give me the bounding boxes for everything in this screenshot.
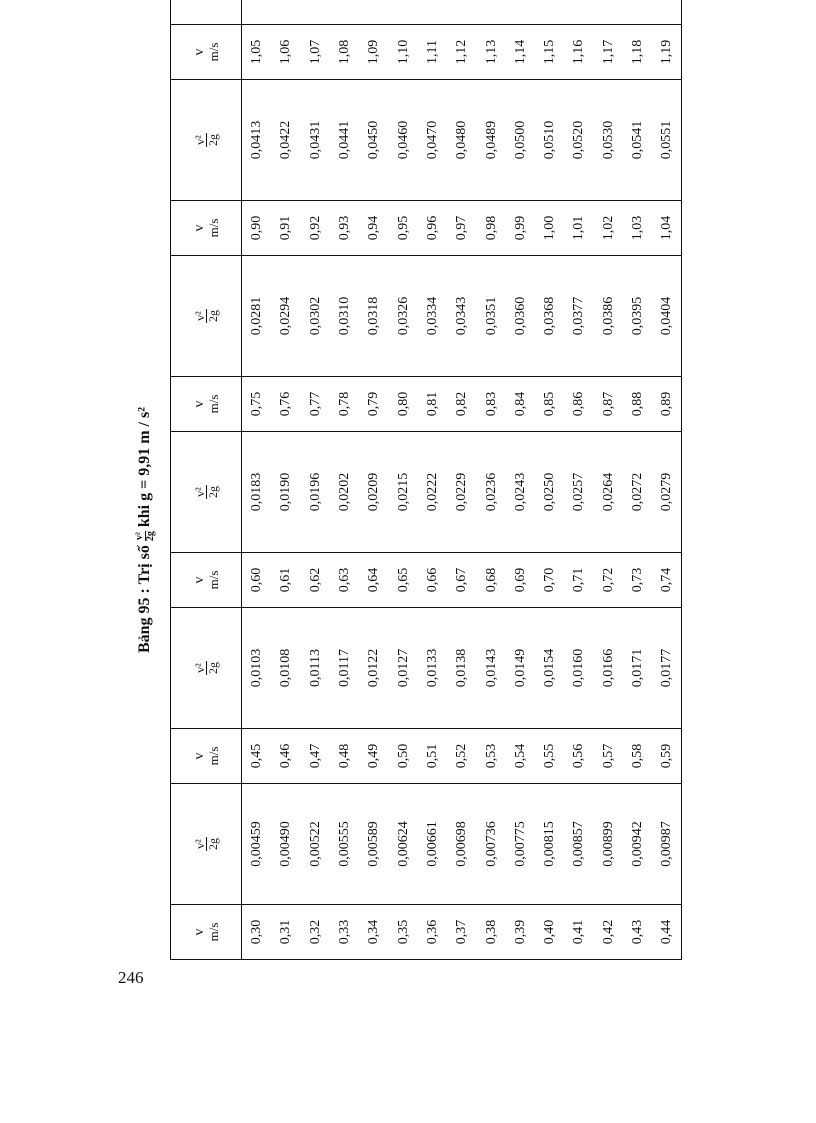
velocity-cell: 0,73 (623, 553, 652, 608)
velocity-head-cell: 0,00987 (652, 784, 682, 905)
velocity-cell: 0,83 (476, 377, 505, 432)
header-fraction-numerator: v² (193, 135, 207, 145)
velocity-cell: 0,66 (418, 553, 447, 608)
velocity-head-cell: 0,0113 (301, 608, 330, 729)
header-velocity-symbol: v (191, 224, 207, 232)
velocity-cell: 0,93 (330, 201, 359, 256)
velocity-head-cell: 0,0281 (242, 256, 272, 377)
velocity-cell: 0,54 (506, 729, 535, 784)
velocity-head-cell (623, 0, 652, 25)
header-velocity-head (171, 784, 242, 905)
velocity-head-cell: 0,0530 (594, 80, 623, 201)
velocity-head-cell: 0,0196 (301, 432, 330, 553)
velocity-cell: 1,00 (535, 201, 564, 256)
header-fraction-denominator: 2g (206, 310, 220, 323)
velocity-cell: 0,41 (564, 905, 593, 960)
velocity-head-cell: 0,0171 (623, 608, 652, 729)
header-velocity (171, 553, 242, 608)
title-prefix: Bảng 95 : Trị số (136, 545, 153, 654)
header-velocity (171, 201, 242, 256)
velocity-cell: 0,58 (623, 729, 652, 784)
velocity-cell: 0,56 (564, 729, 593, 784)
velocity-head-cell: 0,0160 (564, 608, 593, 729)
velocity-cell: 0,38 (476, 905, 505, 960)
velocity-head-table (170, 0, 682, 960)
velocity-cell: 1,15 (535, 25, 564, 80)
velocity-head-cell: 0,0368 (535, 256, 564, 377)
table-row (652, 0, 682, 960)
velocity-cell: 0,32 (301, 905, 330, 960)
table-row (301, 0, 330, 960)
header-fraction-denominator: 2g (206, 134, 220, 147)
header-fraction (194, 309, 219, 323)
velocity-cell: 0,74 (652, 553, 682, 608)
velocity-cell: 0,94 (359, 201, 388, 256)
header-fraction (194, 837, 219, 851)
velocity-cell: 0,62 (301, 553, 330, 608)
velocity-cell: 1,03 (623, 201, 652, 256)
header-velocity-head (171, 608, 242, 729)
velocity-cell: 1,18 (623, 25, 652, 80)
velocity-head-cell: 0,0215 (388, 432, 417, 553)
velocity-head-cell: 0,0450 (359, 80, 388, 201)
velocity-cell: 1,10 (388, 25, 417, 80)
velocity-cell: 1,19 (652, 25, 682, 80)
velocity-head-cell: 0,0229 (447, 432, 476, 553)
velocity-cell: 0,60 (242, 553, 272, 608)
velocity-head-cell: 0,0222 (418, 432, 447, 553)
header-fraction-denominator: 2g (206, 486, 220, 499)
velocity-cell: 0,48 (330, 729, 359, 784)
velocity-head-table-container (170, 39, 680, 960)
velocity-cell: 0,95 (388, 201, 417, 256)
velocity-cell: 0,99 (506, 201, 535, 256)
velocity-head-cell: 0,0122 (359, 608, 388, 729)
velocity-head-cell: 0,0127 (388, 608, 417, 729)
velocity-cell: 0,67 (447, 553, 476, 608)
velocity-cell: 0,69 (506, 553, 535, 608)
velocity-head-cell: 0,0413 (242, 80, 272, 201)
header-velocity (171, 905, 242, 960)
header-velocity-unit: m/s (205, 42, 221, 62)
velocity-cell: 0,37 (447, 905, 476, 960)
header-velocity (171, 25, 242, 80)
velocity-head-cell: 0,0302 (301, 256, 330, 377)
velocity-head-cell: 0,0360 (506, 256, 535, 377)
velocity-head-cell: 0,0294 (271, 256, 300, 377)
velocity-cell: 1,05 (242, 25, 272, 80)
table-header-row (171, 0, 242, 960)
table-row (623, 0, 652, 960)
header-velocity-unit: m/s (205, 218, 221, 238)
velocity-head-cell: 0,00624 (388, 784, 417, 905)
velocity-head-cell: 0,0334 (418, 256, 447, 377)
velocity-head-cell: 0,00522 (301, 784, 330, 905)
velocity-cell: 0,64 (359, 553, 388, 608)
velocity-head-cell: 0,00775 (506, 784, 535, 905)
velocity-cell: 0,86 (564, 377, 593, 432)
velocity-head-cell: 0,0138 (447, 608, 476, 729)
velocity-head-cell: 0,0431 (301, 80, 330, 201)
velocity-cell: 0,40 (535, 905, 564, 960)
velocity-cell: 0,44 (652, 905, 682, 960)
velocity-cell: 0,84 (506, 377, 535, 432)
velocity-head-cell: 0,0257 (564, 432, 593, 553)
velocity-head-cell: 0,0279 (652, 432, 682, 553)
header-velocity-label (193, 43, 221, 62)
velocity-head-cell: 0,00555 (330, 784, 359, 905)
velocity-head-cell: 0,0386 (594, 256, 623, 377)
velocity-cell: 0,61 (271, 553, 300, 608)
velocity-head-cell: 0,0351 (476, 256, 505, 377)
velocity-head-cell: 0,00899 (594, 784, 623, 905)
velocity-head-cell (388, 0, 417, 25)
velocity-head-cell: 0,0377 (564, 256, 593, 377)
velocity-head-cell (594, 0, 623, 25)
velocity-cell: 0,47 (301, 729, 330, 784)
velocity-cell: 0,39 (506, 905, 535, 960)
header-fraction-numerator: v² (193, 663, 207, 673)
velocity-head-cell: 0,0326 (388, 256, 417, 377)
velocity-cell: 0,82 (447, 377, 476, 432)
velocity-head-cell (301, 0, 330, 25)
velocity-cell: 0,53 (476, 729, 505, 784)
velocity-cell: 1,14 (506, 25, 535, 80)
velocity-cell: 0,70 (535, 553, 564, 608)
velocity-head-cell (506, 0, 535, 25)
velocity-cell: 0,72 (594, 553, 623, 608)
velocity-cell: 0,49 (359, 729, 388, 784)
table-row (535, 0, 564, 960)
velocity-head-cell: 0,0154 (535, 608, 564, 729)
velocity-head-cell (535, 0, 564, 25)
header-velocity-head (171, 432, 242, 553)
velocity-head-cell: 0,0441 (330, 80, 359, 201)
velocity-head-cell: 0,00589 (359, 784, 388, 905)
velocity-head-cell: 0,0177 (652, 608, 682, 729)
velocity-head-cell: 0,0343 (447, 256, 476, 377)
velocity-cell: 1,12 (447, 25, 476, 80)
velocity-head-cell: 0,0149 (506, 608, 535, 729)
velocity-cell: 0,71 (564, 553, 593, 608)
velocity-head-cell: 0,00815 (535, 784, 564, 905)
header-fraction (194, 485, 219, 499)
velocity-cell: 0,78 (330, 377, 359, 432)
velocity-head-cell (476, 0, 505, 25)
table-row (476, 0, 505, 960)
header-velocity-label (193, 747, 221, 766)
header-velocity-label (193, 923, 221, 942)
velocity-head-cell: 0,0243 (506, 432, 535, 553)
velocity-head-cell: 0,0133 (418, 608, 447, 729)
table-row (330, 0, 359, 960)
velocity-head-cell: 0,0551 (652, 80, 682, 201)
header-velocity-head (171, 80, 242, 201)
header-fraction (194, 661, 219, 675)
header-velocity-symbol: v (191, 400, 207, 408)
header-velocity (171, 377, 242, 432)
header-velocity (171, 729, 242, 784)
velocity-cell: 0,51 (418, 729, 447, 784)
velocity-head-cell (564, 0, 593, 25)
velocity-cell: 0,68 (476, 553, 505, 608)
header-velocity-head (171, 256, 242, 377)
velocity-cell: 0,65 (388, 553, 417, 608)
velocity-head-cell: 0,00490 (271, 784, 300, 905)
velocity-cell: 1,16 (564, 25, 593, 80)
velocity-cell: 1,02 (594, 201, 623, 256)
header-velocity-symbol: v (191, 928, 207, 936)
velocity-head-cell: 0,00698 (447, 784, 476, 905)
velocity-cell: 0,33 (330, 905, 359, 960)
velocity-cell: 0,45 (242, 729, 272, 784)
velocity-head-cell (271, 0, 300, 25)
velocity-cell: 0,34 (359, 905, 388, 960)
header-fraction (194, 133, 219, 147)
velocity-cell: 0,77 (301, 377, 330, 432)
header-velocity-symbol: v (191, 48, 207, 56)
velocity-cell: 1,09 (359, 25, 388, 80)
table-row (418, 0, 447, 960)
header-fraction-numerator: v² (193, 311, 207, 321)
velocity-cell: 0,80 (388, 377, 417, 432)
velocity-head-cell: 0,0480 (447, 80, 476, 201)
velocity-head-cell: 0,00942 (623, 784, 652, 905)
velocity-head-cell: 0,0310 (330, 256, 359, 377)
header-velocity-head (171, 0, 242, 25)
velocity-head-cell: 0,0209 (359, 432, 388, 553)
table-row (594, 0, 623, 960)
velocity-cell: 1,17 (594, 25, 623, 80)
velocity-cell: 1,08 (330, 25, 359, 80)
title-fraction-numerator: v² (133, 532, 145, 541)
title-fraction (135, 531, 156, 541)
velocity-head-cell (447, 0, 476, 25)
velocity-cell: 0,88 (623, 377, 652, 432)
velocity-cell: 0,92 (301, 201, 330, 256)
velocity-cell: 0,63 (330, 553, 359, 608)
velocity-head-cell: 0,0520 (564, 80, 593, 201)
header-velocity-label (193, 571, 221, 590)
table-title (133, 380, 157, 680)
velocity-head-cell: 0,0250 (535, 432, 564, 553)
header-fraction-denominator: 2g (206, 838, 220, 851)
velocity-head-cell: 0,0510 (535, 80, 564, 201)
velocity-cell: 0,52 (447, 729, 476, 784)
velocity-head-cell (330, 0, 359, 25)
velocity-head-cell (418, 0, 447, 25)
header-velocity-unit: m/s (205, 570, 221, 590)
header-fraction-numerator: v² (193, 839, 207, 849)
header-velocity-unit: m/s (205, 922, 221, 942)
header-fraction-denominator: 2g (206, 662, 220, 675)
velocity-head-cell: 0,0143 (476, 608, 505, 729)
header-velocity-label (193, 395, 221, 414)
header-velocity-unit: m/s (205, 746, 221, 766)
velocity-cell: 0,35 (388, 905, 417, 960)
header-velocity-symbol: v (191, 752, 207, 760)
velocity-cell: 0,59 (652, 729, 682, 784)
velocity-cell: 0,42 (594, 905, 623, 960)
velocity-cell: 0,85 (535, 377, 564, 432)
velocity-cell: 0,50 (388, 729, 417, 784)
velocity-head-cell: 0,0404 (652, 256, 682, 377)
velocity-cell: 0,96 (418, 201, 447, 256)
table-row (506, 0, 535, 960)
velocity-head-cell (242, 0, 272, 25)
velocity-cell: 1,11 (418, 25, 447, 80)
velocity-cell: 0,75 (242, 377, 272, 432)
velocity-head-cell: 0,00736 (476, 784, 505, 905)
velocity-cell: 0,91 (271, 201, 300, 256)
header-velocity-label (193, 219, 221, 238)
velocity-head-cell: 0,0236 (476, 432, 505, 553)
velocity-cell: 0,87 (594, 377, 623, 432)
velocity-head-cell: 0,0272 (623, 432, 652, 553)
velocity-head-cell: 0,0183 (242, 432, 272, 553)
velocity-cell: 0,81 (418, 377, 447, 432)
table-row (447, 0, 476, 960)
velocity-head-cell: 0,0541 (623, 80, 652, 201)
velocity-head-cell: 0,0190 (271, 432, 300, 553)
velocity-cell: 0,46 (271, 729, 300, 784)
header-velocity-unit: m/s (205, 394, 221, 414)
velocity-cell: 0,98 (476, 201, 505, 256)
velocity-cell: 0,90 (242, 201, 272, 256)
velocity-head-cell: 0,00459 (242, 784, 272, 905)
velocity-cell: 1,13 (476, 25, 505, 80)
velocity-head-cell: 0,0489 (476, 80, 505, 201)
velocity-head-cell: 0,0500 (506, 80, 535, 201)
velocity-cell: 0,97 (447, 201, 476, 256)
velocity-cell: 0,89 (652, 377, 682, 432)
header-fraction-numerator: v² (193, 487, 207, 497)
title-suffix: khi g = 9,91 m / s² (136, 406, 153, 528)
velocity-cell: 0,76 (271, 377, 300, 432)
velocity-cell: 1,07 (301, 25, 330, 80)
velocity-cell: 0,79 (359, 377, 388, 432)
velocity-cell: 0,30 (242, 905, 272, 960)
table-row (564, 0, 593, 960)
velocity-head-cell: 0,0460 (388, 80, 417, 201)
velocity-cell: 1,04 (652, 201, 682, 256)
velocity-cell: 0,55 (535, 729, 564, 784)
velocity-head-cell: 0,0264 (594, 432, 623, 553)
velocity-head-cell: 0,00857 (564, 784, 593, 905)
header-velocity-symbol: v (191, 576, 207, 584)
velocity-head-cell: 0,0470 (418, 80, 447, 201)
table-row (271, 0, 300, 960)
velocity-cell: 0,31 (271, 905, 300, 960)
title-fraction-denominator: 2g (144, 531, 156, 542)
table-row (242, 0, 272, 960)
page-number: 246 (118, 968, 144, 987)
velocity-cell: 1,01 (564, 201, 593, 256)
velocity-head-cell: 0,0318 (359, 256, 388, 377)
velocity-head-cell: 0,0422 (271, 80, 300, 201)
table-row (388, 0, 417, 960)
velocity-head-cell: 0,0108 (271, 608, 300, 729)
velocity-head-cell (359, 0, 388, 25)
velocity-head-cell: 0,0103 (242, 608, 272, 729)
velocity-cell: 0,43 (623, 905, 652, 960)
velocity-cell: 0,57 (594, 729, 623, 784)
velocity-cell: 0,36 (418, 905, 447, 960)
velocity-head-cell: 0,0117 (330, 608, 359, 729)
velocity-cell: 1,06 (271, 25, 300, 80)
velocity-head-cell: 0,0202 (330, 432, 359, 553)
table-row (359, 0, 388, 960)
velocity-head-cell (652, 0, 682, 25)
velocity-head-cell: 0,0395 (623, 256, 652, 377)
velocity-head-cell: 0,0166 (594, 608, 623, 729)
velocity-head-cell: 0,00661 (418, 784, 447, 905)
